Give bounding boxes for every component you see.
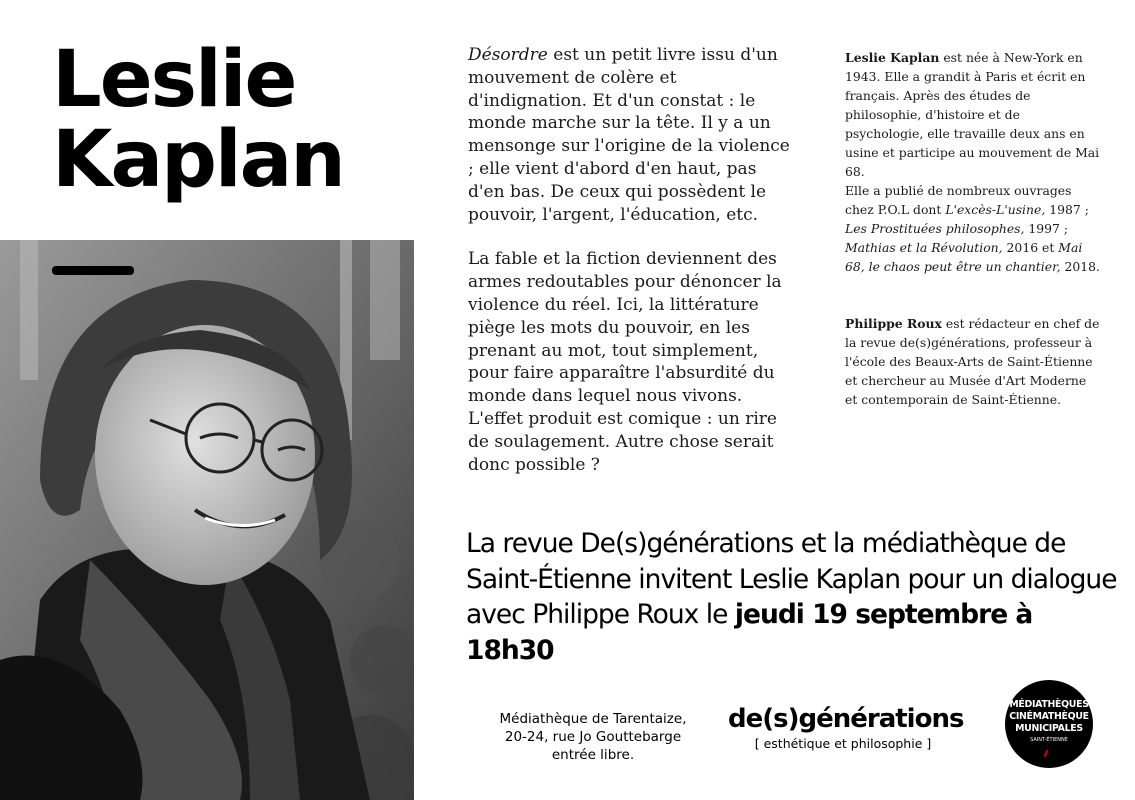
bio-kaplan-works [845, 181, 1100, 276]
bio-kaplan [845, 48, 1100, 181]
bio-kaplan-works-sep: 1997 ; [1024, 221, 1069, 236]
invitation-text [466, 526, 1126, 668]
logo-text [1005, 699, 1093, 735]
bio-kaplan-works-sep: 1987 ; [1045, 202, 1089, 217]
book-title: L'excès-L'usine, [945, 202, 1046, 217]
desgenerations-logo [728, 702, 964, 752]
book-title-italic: Désordre [468, 45, 548, 65]
main-paragraph-2: La fable et la fiction deviennent des armes redoutables pour dénoncer la violence du réel. Ici, la littérature piège les mots du pouvoir, en les prenant au mot, tout simplement, pour faire apparaître l'absurdité du monde dans lequel nous vivons. L'effet produit est comique : un rire de soulagement. Autre chose serait donc possible ? [468, 249, 782, 475]
venue-name: Médiathèque de Tarentaize, [499, 711, 687, 727]
brand-name: de(s)générations [728, 704, 964, 734]
logo-line-2: CINÉMATHÈQUE [1009, 711, 1089, 722]
bios-column [845, 48, 1100, 409]
book-title: Mathias et la Révolution, [845, 240, 1003, 255]
venue-info [480, 710, 706, 764]
bio-kaplan-text: est née à New-York en 1943. Elle a grandit à Paris et écrit en français. Après des études de philosophie, d'histoire et de psychologie, elle travaille deux ans en usine et participe au mouvement de Mai 68. [845, 50, 1100, 179]
title-line-1: Leslie [52, 35, 296, 125]
logo-mark-icon [1044, 750, 1048, 757]
main-paragraph-1-text: est un petit livre issu d'un mouvement de colère et d'indignation. Et d'un constat : le monde marche sur la tête. Il y a un mensonge sur l'origine de la violence ; elle vient d'abord d'en haut, pas d'en bas. De ceux qui possèdent le pouvoir, l'argent, l'éducation, etc. [468, 45, 790, 225]
logo-city: SAINT-ÉTIENNE [1030, 737, 1068, 743]
bio-kaplan-works-intro: Elle a publié de nombreux ouvrages chez P.O.L dont [845, 183, 1072, 217]
title-underline-bar [52, 266, 134, 275]
logo-line-1: MÉDIATHÈQUES [1009, 699, 1089, 710]
title-line-2: Kaplan [52, 115, 344, 205]
author-photo [0, 240, 414, 800]
book-title: Mai 68, le chaos peut être un chantier, [845, 240, 1083, 274]
logo-line-3: MUNICIPALES [1015, 723, 1083, 734]
venue-address: 20-24, rue Jo Gouttebarge [504, 729, 682, 745]
event-date: jeudi 19 septembre à 18h30 [466, 599, 1033, 666]
brand-subtitle: [ esthétique et philosophie ] [754, 736, 932, 751]
bio-roux [845, 314, 1100, 409]
mediatheques-logo [1005, 680, 1093, 768]
main-paragraph-1 [468, 44, 798, 226]
invitation-body: La revue De(s)générations et la médiathèque de Saint-Étienne invitent Leslie Kaplan pour un dialogue avec Philippe Roux le [466, 528, 1117, 630]
book-title: Les Prostituées philosophes, [845, 221, 1025, 236]
bio-kaplan-works-sep: 2016 et [1002, 240, 1059, 255]
bio-roux-text: est rédacteur en chef de la revue de(s)générations, professeur à l'école des Beaux-Arts de Saint-Étienne et chercheur au Musée d'Art Moderne et contemporain de Saint-Étienne. [845, 316, 1100, 407]
bio-kaplan-name: Leslie Kaplan [845, 50, 940, 65]
page-title [52, 35, 344, 205]
main-text [468, 44, 798, 476]
bio-kaplan-works-end: 2018. [1060, 259, 1100, 274]
venue-entry: entrée libre. [551, 747, 635, 763]
author-portrait-image [0, 240, 414, 800]
bio-roux-name: Philippe Roux [845, 316, 942, 331]
